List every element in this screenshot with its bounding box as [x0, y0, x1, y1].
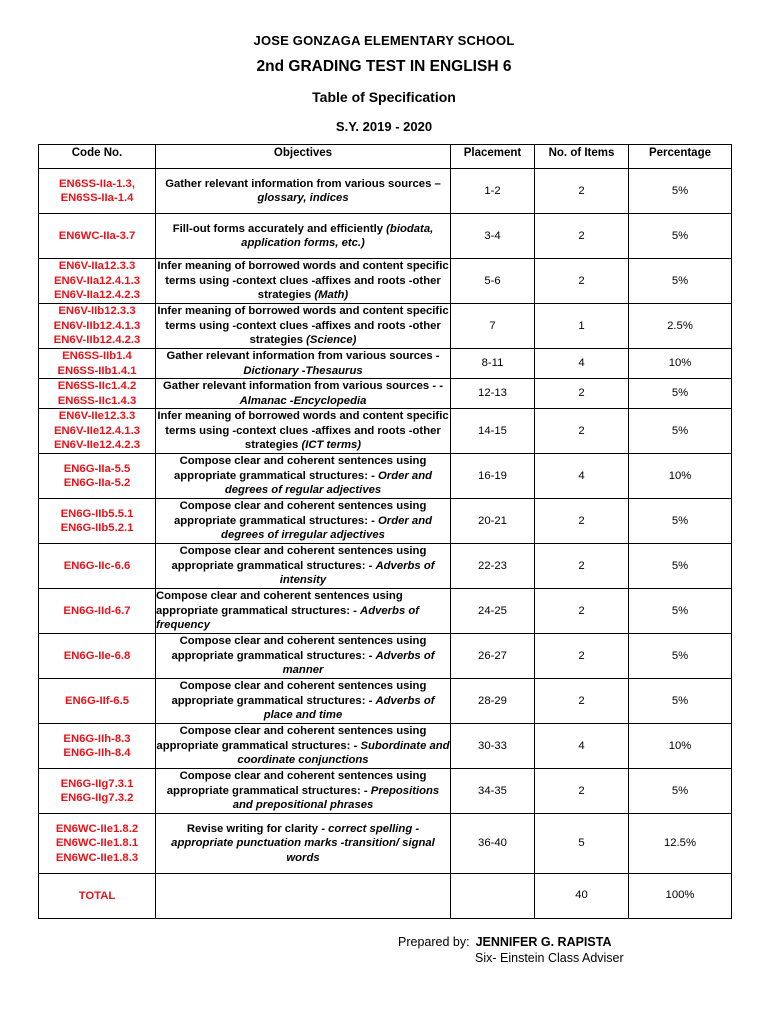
objective-cell	[156, 724, 451, 769]
items-cell: 2	[535, 679, 629, 724]
table-row	[39, 634, 732, 679]
table-row	[39, 499, 732, 544]
code-cell	[39, 589, 156, 634]
objective-text: Gather relevant information from various sources - -	[163, 380, 443, 392]
percentage-cell: 10%	[629, 349, 732, 379]
competency-code: EN6G-IIa-5.2	[63, 477, 131, 489]
objective-cell	[156, 499, 451, 544]
items-cell: 2	[535, 544, 629, 589]
items-cell: 5	[535, 814, 629, 874]
total-placement-cell	[451, 874, 535, 919]
percentage-cell: 5%	[629, 409, 732, 454]
objective-text: Compose clear and coherent sentences using appropriate grammatical structures: -	[171, 545, 427, 572]
objective-text: Compose clear and coherent sentences using appropriate grammatical structures: -	[171, 635, 427, 662]
percentage-cell: 5%	[629, 499, 732, 544]
code-cell	[39, 214, 156, 259]
competency-code: EN6G-IIf-6.5	[64, 694, 130, 707]
competency-code: EN6V-IIe12.4.1.3	[53, 424, 141, 437]
objective-text: Infer meaning of borrowed words and content specific terms using -context clues -affixes and roots -other strategies	[157, 260, 449, 302]
table-row	[39, 679, 732, 724]
competency-code: EN6V-IIe12.4.2.3	[53, 439, 141, 452]
code-cell	[39, 499, 156, 544]
competency-code: EN6G-IIg7.3.2	[60, 792, 134, 804]
competency-code: EN6V-IIe12.3.3	[58, 410, 136, 423]
objective-text: Compose clear and coherent sentences using appropriate grammatical structures: -	[171, 680, 427, 707]
objective-cell	[156, 259, 451, 304]
preparer-role: Six- Einstein Class Adviser	[475, 951, 624, 965]
items-cell: 2	[535, 634, 629, 679]
document-subtitle: Table of Specification	[312, 89, 456, 105]
objective-emphasis: (Science)	[306, 334, 357, 347]
objective-emphasis: Adverbs of place and time	[263, 694, 435, 722]
objective-cell	[156, 544, 451, 589]
objective-emphasis: (Math)	[314, 289, 349, 302]
items-cell: 2	[535, 169, 629, 214]
table-row	[39, 814, 732, 874]
percentage-cell: 5%	[629, 169, 732, 214]
objective-text: Compose clear and coherent sentences using appropriate grammatical structures: -	[156, 725, 427, 752]
competency-code: EN6SS-IIa-1.4	[60, 192, 134, 204]
competency-code: EN6WC-IIe1.8.1	[55, 837, 139, 850]
competency-code: EN6G-IIc-6.6	[63, 559, 131, 572]
competency-code: EN6V-IIa12.3.3	[58, 260, 136, 273]
placement-cell: 28-29	[451, 679, 535, 724]
competency-code: EN6V-IIb12.4.2.3	[53, 334, 141, 347]
placement-cell: 3-4	[451, 214, 535, 259]
percentage-cell: 12.5%	[629, 814, 732, 874]
objective-cell	[156, 634, 451, 679]
objective-cell	[156, 409, 451, 454]
items-cell: 4	[535, 724, 629, 769]
items-cell: 2	[535, 499, 629, 544]
competency-code: EN6V-IIa12.4.2.3	[53, 289, 141, 302]
code-cell	[39, 769, 156, 814]
objective-emphasis: Prepositions and prepositional phrases	[232, 784, 440, 812]
competency-code: EN6SS-IIb1.4.1	[57, 364, 137, 377]
table-row	[39, 304, 732, 349]
objective-emphasis: Dictionary -Thesaurus	[243, 364, 363, 377]
competency-code: EN6G-IIe-6.8	[63, 649, 131, 662]
items-cell: 2	[535, 769, 629, 814]
objective-text: Fill-out forms accurately and efficiently	[172, 222, 384, 235]
percentage-cell: 5%	[629, 379, 732, 409]
column-header-objectives: Objectives	[156, 145, 451, 169]
code-cell	[39, 544, 156, 589]
table-row	[39, 379, 732, 409]
competency-code: EN6WC-IIa-3.7	[58, 229, 136, 242]
percentage-cell: 5%	[629, 589, 732, 634]
placement-cell: 8-11	[451, 349, 535, 379]
objective-cell	[156, 814, 451, 874]
prepared-by-label: Prepared by:	[398, 935, 470, 949]
items-cell: 4	[535, 454, 629, 499]
percentage-cell: 2.5%	[629, 304, 732, 349]
items-cell: 1	[535, 304, 629, 349]
competency-code: EN6G-IIh-8.4	[63, 747, 131, 759]
table-row	[39, 169, 732, 214]
items-cell: 2	[535, 379, 629, 409]
total-percentage: 100%	[629, 874, 732, 919]
objective-emphasis: Subordinate and coordinate conjunctions	[237, 739, 450, 767]
percentage-cell: 5%	[629, 214, 732, 259]
items-cell: 2	[535, 259, 629, 304]
competency-code: EN6WC-IIe1.8.3	[55, 851, 139, 864]
placement-cell: 5-6	[451, 259, 535, 304]
placement-cell: 1-2	[451, 169, 535, 214]
code-cell	[39, 259, 156, 304]
competency-code: EN6G-IIa-5.5	[63, 462, 131, 475]
placement-cell: 20-21	[451, 499, 535, 544]
code-cell	[39, 679, 156, 724]
table-row	[39, 769, 732, 814]
code-cell	[39, 304, 156, 349]
objective-cell	[156, 349, 451, 379]
competency-code: EN6V-IIb12.4.1.3	[53, 319, 141, 332]
objective-cell	[156, 454, 451, 499]
objective-cell	[156, 589, 451, 634]
objective-cell	[156, 679, 451, 724]
placement-cell: 16-19	[451, 454, 535, 499]
objective-emphasis: Order and degrees of irregular adjectives	[221, 514, 433, 542]
code-cell	[39, 454, 156, 499]
competency-code: EN6SS-IIc1.4.2	[57, 380, 137, 392]
table-row	[39, 259, 732, 304]
table-row	[39, 349, 732, 379]
code-cell	[39, 814, 156, 874]
objective-text: Compose clear and coherent sentences using appropriate grammatical structures: -	[173, 500, 427, 527]
table-row	[39, 409, 732, 454]
competency-code: EN6WC-IIe1.8.2	[55, 822, 139, 835]
objective-emphasis: (ICT terms)	[301, 439, 362, 452]
column-header-percentage: Percentage	[629, 145, 732, 169]
placement-cell: 36-40	[451, 814, 535, 874]
total-items: 40	[535, 874, 629, 919]
placement-cell: 34-35	[451, 769, 535, 814]
competency-code: EN6V-IIa12.4.1.3	[53, 274, 141, 287]
code-cell	[39, 349, 156, 379]
items-cell: 2	[535, 409, 629, 454]
objective-text: Gather relevant information from various sources -	[166, 350, 440, 362]
competency-code: EN6SS-IIc1.4.3	[57, 394, 137, 407]
code-cell	[39, 634, 156, 679]
percentage-cell: 5%	[629, 769, 732, 814]
objective-text: Compose clear and coherent sentences using appropriate grammatical structures: -	[156, 590, 403, 617]
column-header-items: No. of Items	[535, 145, 629, 169]
objective-text: Infer meaning of borrowed words and content specific terms using -context clues -affixes and roots -other strategies	[157, 410, 449, 452]
placement-cell: 12-13	[451, 379, 535, 409]
competency-code: EN6V-IIb12.3.3	[58, 305, 136, 318]
objective-cell	[156, 304, 451, 349]
total-objectives-cell	[156, 874, 451, 919]
objective-text: Infer meaning of borrowed words and content specific terms using -context clues -affixes and roots -other strategies	[157, 305, 449, 347]
specification-table	[38, 144, 732, 919]
percentage-cell: 10%	[629, 454, 732, 499]
placement-cell: 26-27	[451, 634, 535, 679]
placement-cell: 24-25	[451, 589, 535, 634]
objective-emphasis: Order and degrees of regular adjectives	[224, 469, 433, 497]
preparer-name: JENNIFER G. RAPISTA	[475, 935, 612, 949]
placement-cell: 22-23	[451, 544, 535, 589]
percentage-cell: 5%	[629, 259, 732, 304]
objective-cell	[156, 214, 451, 259]
objective-text: Revise writing for clarity -	[186, 822, 325, 835]
school-year: S.Y. 2019 - 2020	[335, 119, 433, 134]
competency-code: EN6G-IId-6.7	[63, 604, 131, 617]
table-row	[39, 454, 732, 499]
objective-emphasis: Adverbs of intensity	[279, 559, 435, 587]
school-name: JOSE GONZAGA ELEMENTARY SCHOOL	[253, 33, 515, 48]
items-cell: 4	[535, 349, 629, 379]
objective-text: Compose clear and coherent sentences using appropriate grammatical structures: -	[173, 455, 427, 482]
objective-emphasis: Adverbs of manner	[282, 649, 435, 677]
competency-code: EN6SS-IIa-1.3,	[59, 177, 135, 190]
percentage-cell: 5%	[629, 544, 732, 589]
objective-emphasis: – glossary, indices	[257, 177, 441, 204]
table-row	[39, 724, 732, 769]
table-row	[39, 544, 732, 589]
prepared-by	[398, 935, 611, 949]
code-cell	[39, 169, 156, 214]
percentage-cell: 5%	[629, 679, 732, 724]
percentage-cell: 10%	[629, 724, 732, 769]
objective-cell	[156, 769, 451, 814]
competency-code: EN6G-IIb5.5.1	[60, 507, 134, 520]
table-row	[39, 214, 732, 259]
competency-code: EN6G-IIg7.3.1	[60, 777, 134, 790]
competency-code: EN6G-IIh-8.3	[63, 732, 131, 745]
percentage-cell: 5%	[629, 634, 732, 679]
objective-cell	[156, 379, 451, 409]
objective-cell	[156, 169, 451, 214]
placement-cell: 30-33	[451, 724, 535, 769]
column-header-code: Code No.	[39, 145, 156, 169]
placement-cell: 14-15	[451, 409, 535, 454]
column-header-placement: Placement	[451, 145, 535, 169]
total-label: TOTAL	[39, 874, 156, 919]
table-row	[39, 589, 732, 634]
objective-emphasis: (biodata, application forms, etc.)	[241, 222, 434, 249]
objective-emphasis: correct spelling - appropriate punctuation marks -transition/ signal words	[171, 822, 435, 864]
table-header-row	[39, 145, 732, 169]
objective-text: Compose clear and coherent sentences using appropriate grammatical structures: -	[166, 770, 427, 797]
competency-code: EN6G-IIb5.2.1	[60, 522, 134, 534]
items-cell: 2	[535, 214, 629, 259]
objective-emphasis: Adverbs of frequency	[156, 604, 420, 632]
placement-cell: 7	[451, 304, 535, 349]
code-cell	[39, 379, 156, 409]
objective-text: Gather relevant information from various sources	[165, 177, 432, 190]
test-title: 2nd GRADING TEST IN ENGLISH 6	[256, 58, 512, 75]
items-cell: 2	[535, 589, 629, 634]
competency-code: EN6SS-IIb1.4	[62, 350, 132, 362]
code-cell	[39, 409, 156, 454]
objective-emphasis: Almanac -Encyclopedia	[239, 394, 367, 407]
code-cell	[39, 724, 156, 769]
total-row	[39, 874, 732, 919]
